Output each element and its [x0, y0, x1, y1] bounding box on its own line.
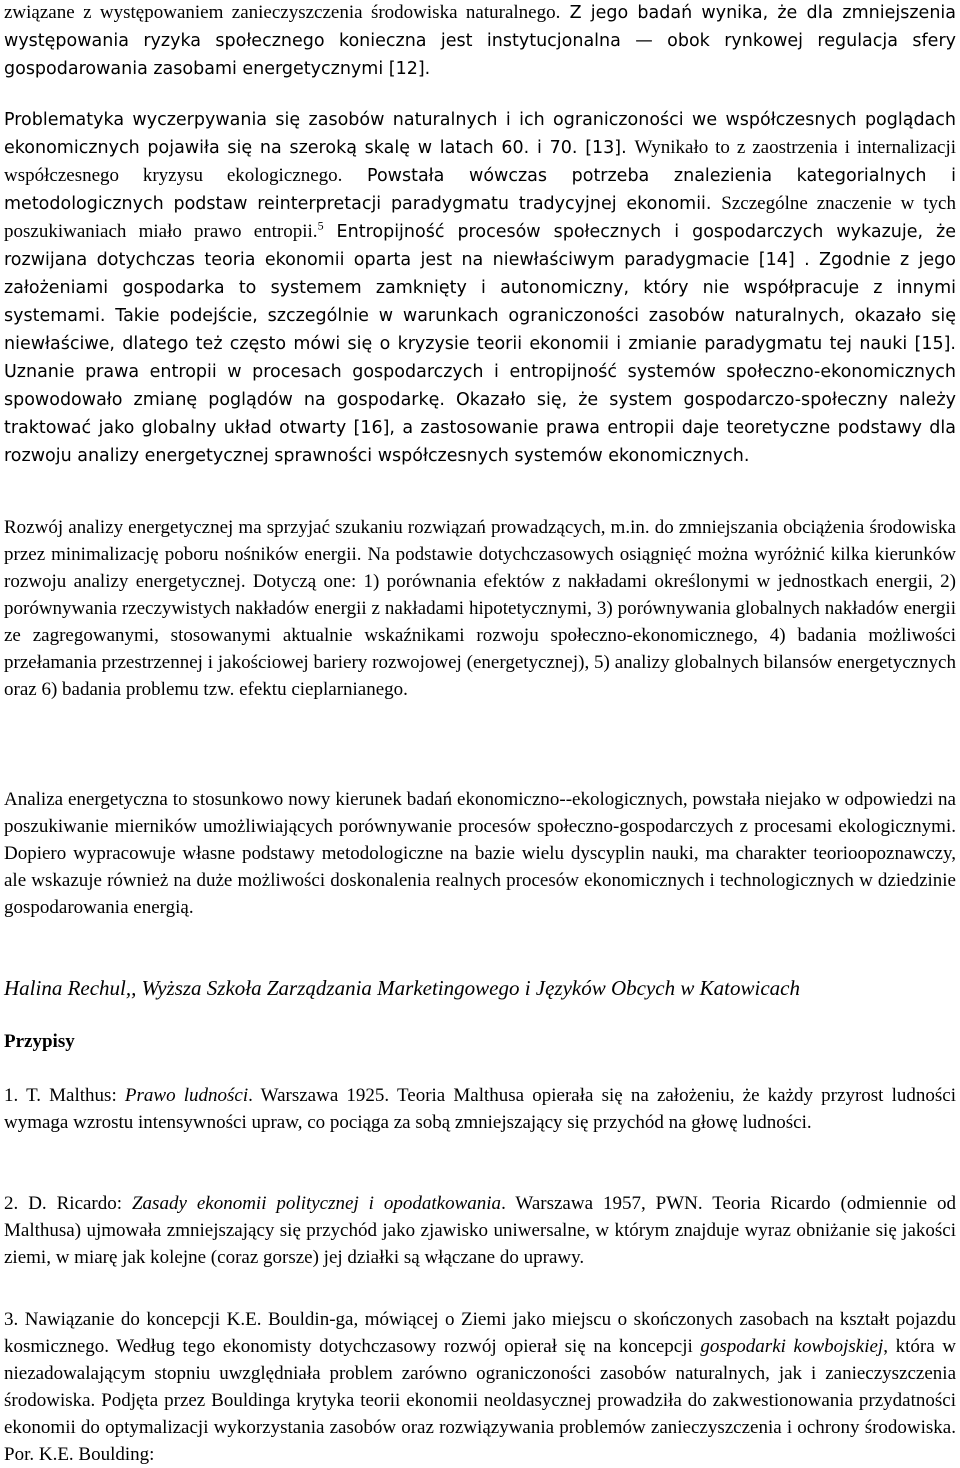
- paragraph-2: [4, 106, 956, 470]
- paragraph-4: Analiza energetyczna to stosunkowo nowy kierunek badań ekonomiczno--ekologicznych, powstała niejako w odpowiedzi na poszukiwanie mierników umożliwiających porównywanie procesów społeczno-gospodarczych z procesami ekologicznymi. Dopiero wypracowuje własne podstawy metodologiczne na bazie wielu dyscyplin nauki, ma charakter teorioopoznawczy, ale wskazuje również na duże możliwości doskonalenia realnych procesów ekonomicznych i technologicznych w dziedzinie gospodarowania energią.: [4, 789, 956, 918]
- paragraph-1-first: związane z występowaniem zanieczyszczenia środowiska naturalnego.: [4, 2, 561, 23]
- paragraph-2-need: Powstała wówczas potrzeba znalezienia kategorialnych i metodologicznych podstaw reinterpretacji paradygmatu tradycyjnej ekonomii.: [4, 166, 956, 214]
- footnote-1-text: . Warszawa 1925. Teoria Malthusa opierała się na założeniu, że każdy przyrost ludności wymaga wzrostu intensywności upraw, co pociąga za sobą zmniejszający się przychód na głowę ludności.: [4, 1085, 956, 1133]
- paragraph-1: [4, 0, 956, 83]
- footnote-2-text: . Warszawa 1957, PWN. Teoria Ricardo (odmiennie od Malthusa) ujmowała zmniejszający się przychód jako zjawisko uniwersalne, w którym znajduje wyraz obniżanie się jakości ziemi, w miarę jak kolejne (coraz gorsze) jej działki są włączane do uprawy.: [4, 1193, 956, 1268]
- footnote-2-number: 2. D. Ricardo:: [4, 1193, 132, 1214]
- paragraph-3: Rozwój analizy energetycznej ma sprzyjać szukaniu rozwiązań prowadzących, m.in. do zmniejszania obciążenia środowiska przez minimalizację poboru nośników energii. Na podstawie dotychczasowych osiągnięć można wyróżnić kilka kierunków rozwoju analizy energetycznej. Dotyczą one: 1) porównania efektów z nakładami określonymi w jednostkach energii, 2) porównywania rzeczywistych nakładów energii z nakładami hipotetycznymi, 3) porównywania globalnych nakładów energii ze zagregowanymi, stosowanymi aktualnie wskaźnikami rozwoju społeczno-ekonomicznego, 4) badania możliwości przełamania przestrzennej i jakościowej bariery rozwojowej (energetycznej), 5) analizy globalnych bilansów energetycznych oraz 6) badania problemu tzw. efektu cieplarnianego.: [4, 517, 956, 700]
- footnote-3-text-b: , która w niezadowalającym stopniu uwzględniała problem zarówno ograniczoności zasobów naturalnych, jak i zanieczyszczenia środowiska. Podjęta przez Bouldinga krytyka teorii ekonomii neoldasycznej prowadziła do zakwestionowania przydatności ekonomii do optymalizacji wykorzystania zasobów oraz rozwiązywania problemów zanieczyszczenia i ochrony środowiska. Por. K.E. Boulding:: [4, 1336, 956, 1465]
- footnote-3: [4, 1306, 956, 1468]
- author-line: Halina Rechul,, Wyższa Szkoła Zarządzania Marketingowego i Języków Obcych w Katowicach: [4, 976, 800, 1000]
- footnote-2-title: Zasady ekonomii politycznej i opodatkowania: [131, 1193, 502, 1214]
- footnote-ref-5: 5: [317, 218, 324, 233]
- paragraph-2-rest: Entropijność procesów społecznych i gospodarczych wykazuje, że rozwijana dotychczas teoria ekonomii oparta jest na niewłaściwym paradygmacie [14] . Zgodnie z jego założeniami gospodarka to systemem zamknięty i autonomiczny, który nie współpracuje z innymi systemami. Takie podejście, szczególnie w warunkach ograniczoności zasobów naturalnych, okazało się niewłaściwe, dlatego też często mówi się o kryzysie teorii ekonomii i zmianie paradygmatu tej nauki [15]. Uznanie prawa entropii w procesach gospodarczych i entropijność systemów społeczno-ekonomicznych spowodowało zmianę poglądów na gospodarkę. Okazało się, że system gospodarczo-społeczny należy traktować jako globalny układ otwarty [16], a zastosowanie prawa entropii daje teoretyczne podstawy dla rozwoju analizy energetycznej sprawności współczesnych systemów ekonomicznych.: [4, 222, 956, 466]
- footnote-1-title: Prawo ludności: [124, 1085, 249, 1106]
- footnotes-heading: Przypisy: [4, 1031, 75, 1052]
- footnote-1: [4, 1082, 956, 1136]
- footnote-2: [4, 1190, 956, 1271]
- footnote-3-text-a: 3. Nawiązanie do koncepcji K.E. Bouldin-ga, mówiącej o Ziemi jako miejscu o skończonych zasobach na kształt pojazdu kosmicznego. Według tego ekonomisty dotychczasowy rozwój opierał się na koncepcji: [4, 1309, 956, 1357]
- paragraph-2-intro: Problematyka wyczerpywania się zasobów naturalnych i ich ograniczoności we współczesnych poglądach ekonomicznych pojawiła się na szeroką skalę w latach 60. i 70. [13].: [4, 110, 956, 158]
- footnote-3-italic: gospodarki kowbojskiej: [700, 1336, 884, 1357]
- footnote-1-number: 1. T. Malthus:: [4, 1085, 125, 1106]
- paragraph-1-rest: Z jego badań wynika, że dla zmniejszenia występowania ryzyka społecznego konieczna jest instytucjonalna — obok rynkowej regulacja sfery gospodarowania zasobami energetycznymi [12].: [4, 3, 956, 79]
- paragraph-2-entropy: Szczególne znaczenie w tych poszukiwaniach miało prawo entropii.: [4, 193, 956, 242]
- paragraph-2-crisis: Wynikało to z zaostrzenia i internalizacji współczesnego kryzysu ekologicznego.: [4, 137, 956, 186]
